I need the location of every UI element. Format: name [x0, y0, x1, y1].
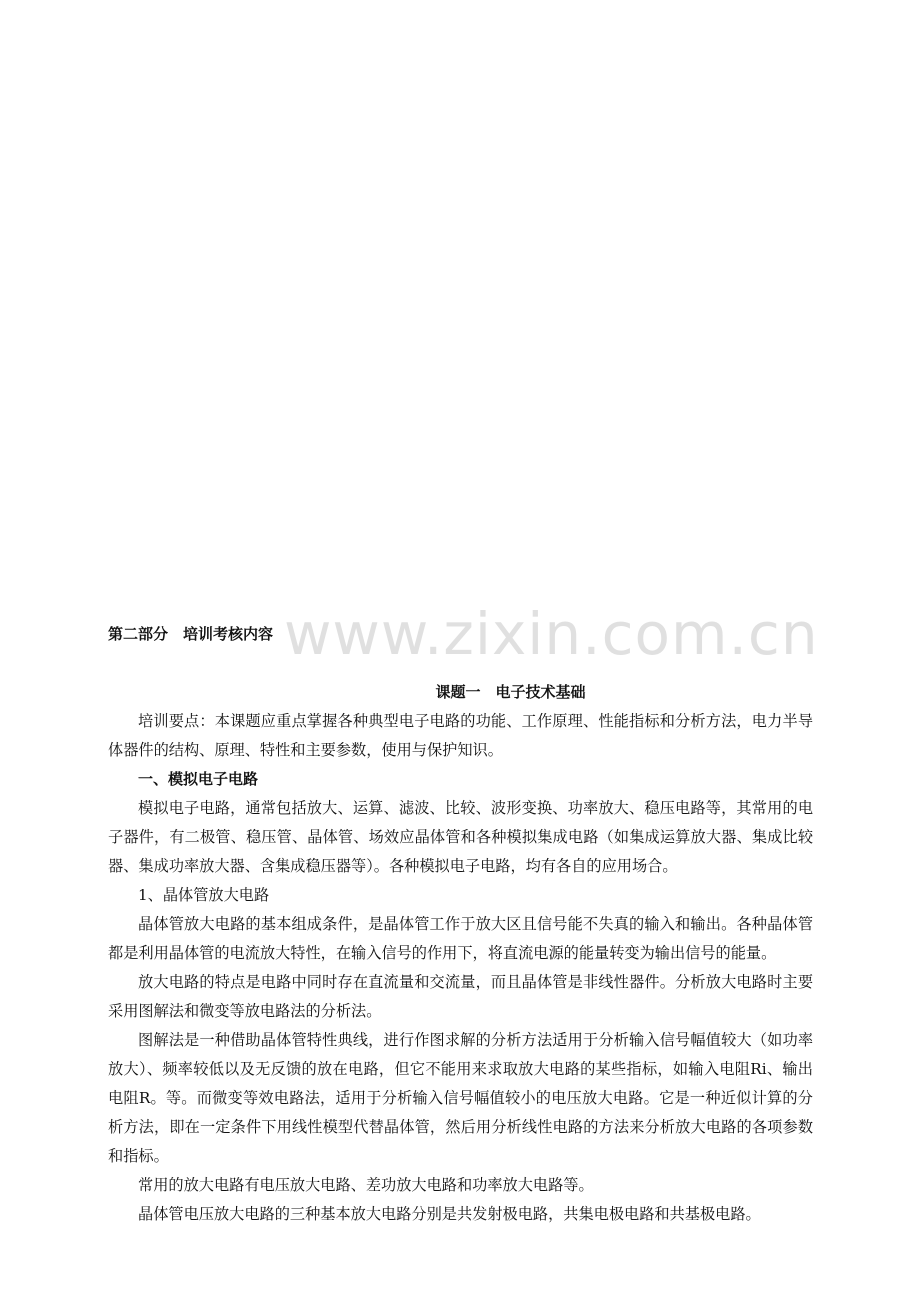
- watermark: www.zixin.com.cn: [284, 600, 819, 668]
- three-configs-paragraph: 晶体管电压放大电路的三种基本放大电路分别是共发射极电路，共集电极电路和共基极电路。: [138, 1205, 761, 1223]
- graphic-method-paragraph: 图解法是一种借助晶体管特性典线，进行作图求解的分析方法适用于分析输入信号幅值较大（如功率放大）、频率较低以及无反馈的放在电路，但它不能用来求取放大电路的某些指标，如输入电阻Ri、输出电阻R。等。而微变等效电路法，适用于分析输入信号幅值较小的电压放大电路。它是一种近似计算的分析方法，即在一定条件下用线性模型代替晶体管，然后用分析线性电路的方法来分析放大电路的各项参数和指标。: [108, 1031, 813, 1165]
- training-points-paragraph: 培训要点：本课题应重点掌握各种典型电子电路的功能、工作原理、性能指标和分析方法，电力半导体器件的结构、原理、特性和主要参数，使用与保护知识。: [108, 712, 813, 759]
- subsection-heading-transistor-amp: 1、晶体管放大电路: [138, 886, 270, 904]
- analog-intro-paragraph: 模拟电子电路，通常包括放大、运算、滤波、比较、波形变换、功率放大、稳压电路等，其常用的电子器件，有二极管、稳压管、晶体管、场效应晶体管和各种模拟集成电路（如集成运算放大器、集成比较器、集成功率放大器、含集成稳压器等）。各种模拟电子电路，均有各自的应用场合。: [108, 799, 813, 875]
- blank-line: [108, 649, 813, 678]
- amp-conditions-paragraph: 晶体管放大电路的基本组成条件，是晶体管工作于放大区且信号能不失真的输入和输出。各种晶体管都是利用晶体管的电流放大特性，在输入信号的作用下，将直流电源的能量转变为输出信号的能量。: [108, 915, 813, 962]
- document-body: [108, 620, 813, 1229]
- topic-title: 课题一 电子技术基础: [435, 683, 586, 701]
- part-heading: 第二部分 培训考核内容: [108, 625, 274, 643]
- common-amps-paragraph: 常用的放大电路有电压放大电路、差功放大电路和功率放大电路等。: [138, 1176, 594, 1194]
- amp-features-paragraph: 放大电路的特点是电路中同时存在直流量和交流量，而且晶体管是非线性器件。分析放大电路时主要采用图解法和微变等放电路法的分析法。: [108, 973, 813, 1020]
- section-heading-analog: 一、模拟电子电路: [138, 770, 259, 788]
